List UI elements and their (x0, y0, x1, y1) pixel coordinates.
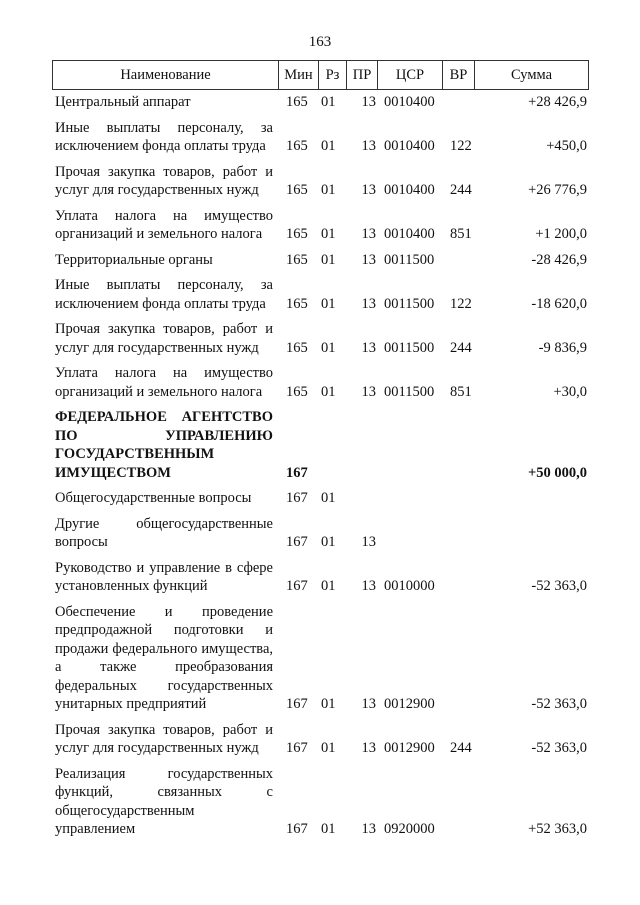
row-sum: +26 776,9 (528, 182, 587, 198)
row-name: Прочая закупка товаров, работ и услуг для государственных нужд (55, 321, 273, 356)
table-row (55, 119, 587, 156)
row-sum: -18 620,0 (531, 295, 587, 312)
row-rz: 01 (321, 339, 336, 356)
row-rz: 01 (321, 821, 336, 837)
row-rz: 01 (321, 534, 336, 550)
row-min: 167 (286, 464, 308, 481)
table-header (52, 60, 589, 90)
row-pr: 13 (361, 251, 376, 268)
row-pr: 13 (361, 94, 376, 110)
row-name: Обеспечение и проведение предпродажной подготовки и продажи федерального имущества, а также преобразования федеральных государственных унитарных предприятий (55, 603, 273, 712)
header-name: Наименование (53, 61, 279, 89)
row-sum: +1 200,0 (535, 226, 587, 242)
row-vr: 244 (450, 740, 472, 756)
row-pr: 13 (361, 339, 376, 356)
table-row (55, 364, 587, 401)
row-sum: -52 363,0 (531, 740, 587, 756)
table-row-agency (55, 408, 587, 482)
row-min: 165 (286, 94, 308, 110)
row-name: Другие общегосударственные вопросы (55, 515, 273, 550)
page-number: 163 (308, 34, 332, 50)
row-rz: 01 (321, 578, 336, 594)
row-name: Центральный аппарат (55, 94, 191, 110)
row-rz: 01 (321, 251, 336, 268)
row-csr: 0010400 (384, 94, 435, 110)
row-vr: 244 (450, 182, 472, 198)
row-min: 165 (286, 251, 308, 268)
row-sum: +28 426,9 (528, 94, 587, 110)
row-pr: 13 (361, 295, 376, 312)
row-vr: 122 (450, 295, 472, 312)
row-vr: 851 (450, 226, 472, 242)
row-rz: 01 (321, 383, 336, 400)
row-sum: +50 000,0 (527, 464, 587, 481)
row-name: Иные выплаты персоналу, за исключением фонда оплаты труда (55, 277, 273, 312)
row-csr: 0010000 (384, 578, 435, 594)
row-name: Уплата налога на имущество организаций и земельного налога (55, 207, 273, 242)
row-min: 167 (286, 740, 308, 756)
table-row (55, 515, 587, 552)
row-vr: 244 (450, 339, 472, 356)
row-name: Уплата налога на имущество организаций и земельного налога (55, 365, 273, 400)
row-min: 165 (286, 138, 308, 154)
table-row (55, 603, 587, 714)
row-csr: 0011500 (384, 383, 435, 400)
row-name: Иные выплаты персоналу, за исключением фонда оплаты труда (55, 119, 273, 154)
row-sum: -52 363,0 (531, 578, 587, 594)
row-rz: 01 (321, 740, 336, 756)
row-rz: 01 (321, 490, 336, 506)
row-rz: 01 (321, 182, 336, 198)
row-vr: 122 (450, 138, 472, 154)
row-sum: -52 363,0 (531, 696, 587, 712)
row-sum: -28 426,9 (531, 251, 587, 268)
row-rz: 01 (321, 295, 336, 312)
table-row (55, 276, 587, 313)
row-min: 167 (286, 534, 308, 550)
row-sum: +52 363,0 (528, 821, 587, 837)
row-min: 167 (286, 490, 308, 506)
row-min: 167 (286, 821, 308, 837)
table-row (55, 320, 587, 357)
row-name: Прочая закупка товаров, работ и услуг для государственных нужд (55, 721, 273, 756)
row-csr: 0011500 (384, 295, 435, 312)
row-name: ФЕДЕРАЛЬНОЕ АГЕНТСТВО ПО УПРАВЛЕНИЮ ГОСУДАРСТВЕННЫМ ИМУЩЕСТВОМ (55, 409, 273, 481)
row-min: 167 (286, 696, 308, 712)
row-pr: 13 (361, 383, 376, 400)
row-min: 165 (286, 339, 308, 356)
row-rz: 01 (321, 696, 336, 712)
row-min: 167 (286, 578, 308, 594)
row-csr: 0011500 (384, 339, 435, 356)
row-name: Прочая закупка товаров, работ и услуг для государственных нужд (55, 163, 273, 198)
row-pr: 13 (361, 696, 376, 712)
table-row (55, 489, 587, 508)
row-csr: 0011500 (384, 251, 435, 268)
row-csr: 0010400 (384, 182, 435, 198)
row-pr: 13 (361, 578, 376, 594)
row-vr: 851 (450, 383, 472, 400)
row-pr: 13 (361, 740, 376, 756)
table-body (55, 93, 587, 846)
row-sum: +30,0 (553, 383, 587, 400)
row-csr: 0010400 (384, 138, 435, 154)
row-rz: 01 (321, 94, 336, 110)
row-rz: 01 (321, 226, 336, 242)
row-min: 165 (286, 295, 308, 312)
header-sum: Сумма (510, 67, 553, 83)
row-csr: 0920000 (384, 821, 435, 837)
row-min: 165 (286, 182, 308, 198)
row-csr: 0012900 (384, 740, 435, 756)
row-pr: 13 (361, 534, 376, 550)
row-name: Руководство и управление в сфере установленных функций (55, 559, 273, 594)
table-row (55, 765, 587, 839)
row-sum: +450,0 (546, 138, 587, 154)
row-sum: -9 836,9 (538, 339, 587, 356)
table-row (55, 251, 587, 270)
header-pr: ПР (347, 61, 378, 89)
row-name: Территориальные органы (55, 251, 213, 268)
table-row (55, 93, 587, 112)
row-pr: 13 (361, 182, 376, 198)
table-row (55, 207, 587, 244)
table-row (55, 721, 587, 758)
row-pr: 13 (361, 138, 376, 154)
row-name: Общегосударственные вопросы (55, 490, 252, 506)
row-min: 165 (286, 383, 308, 400)
row-pr: 13 (361, 821, 376, 837)
table-row (55, 163, 587, 200)
header-rz: Рз (319, 61, 347, 89)
header-csr: ЦСР (378, 61, 443, 89)
header-vr: ВР (443, 61, 475, 89)
row-pr: 13 (361, 226, 376, 242)
row-rz: 01 (321, 138, 336, 154)
header-min: Мин (279, 61, 319, 89)
row-csr: 0012900 (384, 696, 435, 712)
row-csr: 0010400 (384, 226, 435, 242)
row-min: 165 (286, 226, 308, 242)
table-row (55, 559, 587, 596)
row-name: Реализация государственных функций, связанных с общегосударственным управлением (55, 765, 273, 837)
